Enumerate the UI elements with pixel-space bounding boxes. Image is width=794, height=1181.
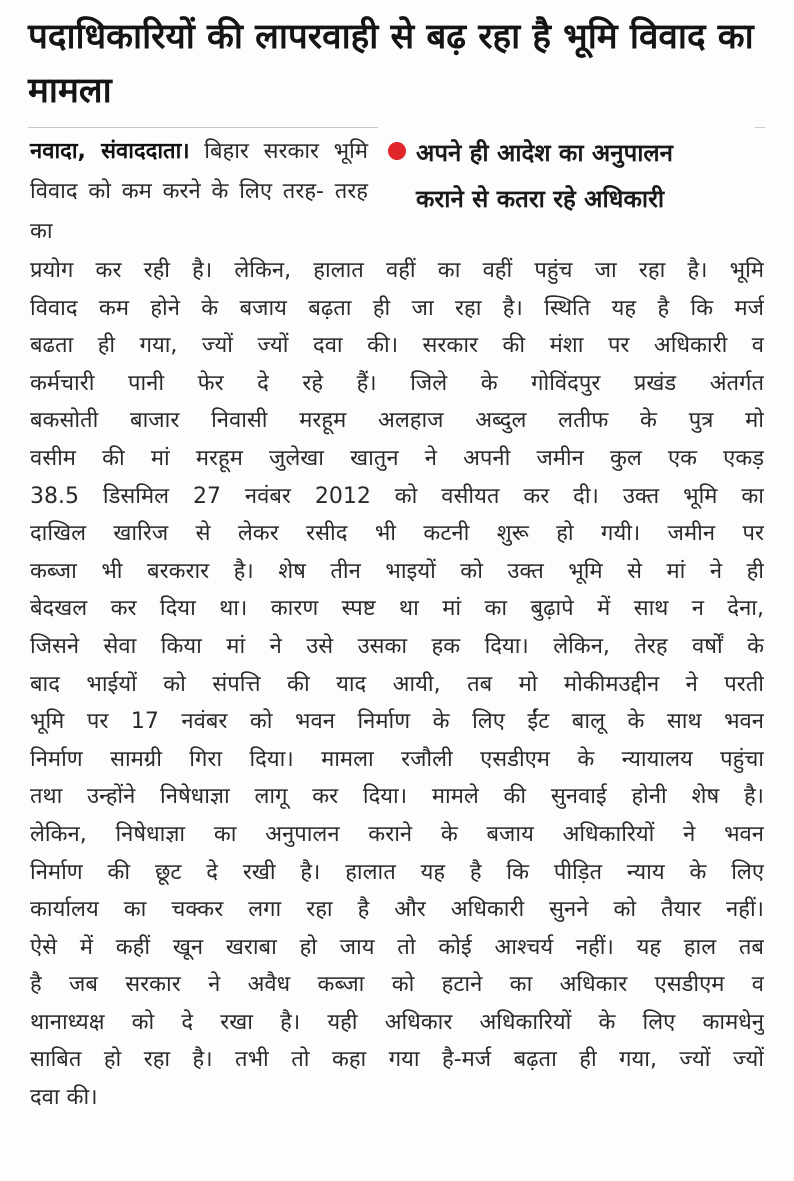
body-line: बकसोती बाजार निवासी मरहूम अलहाज अब्दुल लतीफ के पुत्र मो	[30, 408, 764, 434]
body-line: जिसने सेवा किया मां ने उसे उसका हक दिया। लेकिन, तेरह वर्षों के	[30, 633, 764, 659]
pullquote-line-2: कराने से कतरा रहे अधिकारी	[416, 185, 665, 213]
body-line: ऐसे में कहीं खून खराबा हो जाय तो कोई आश्चर्य नहीं। यह हाल तब	[30, 934, 764, 960]
article-lead	[30, 132, 368, 252]
body-line: कार्यालय का चक्कर लगा रहा है और अधिकारी सुनने को तैयार नहीं।	[30, 897, 764, 923]
body-line: बढता ही गया, ज्यों ज्यों दवा की। सरकार की मंशा पर अधिकारी व	[30, 333, 764, 359]
body-line: दवा की।	[30, 1085, 98, 1111]
body-line: भूमि पर 17 नवंबर को भवन निर्माण के लिए ईंट बालू के साथ भवन	[30, 709, 764, 735]
pullquote	[388, 130, 768, 222]
pullquote-line-1: अपने ही आदेश का अनुपालन	[416, 139, 674, 167]
column-divider-right	[755, 127, 765, 128]
article-headline: पदाधिकारियों की लापरवाही से बढ़ रहा है भूमि विवाद का मामला	[28, 17, 754, 111]
lead-text: बिहार सरकार भूमि विवाद को कम करने के लिए तरह- तरह का	[30, 139, 369, 244]
body-line: बाद भाईयों को संपत्ति की याद आयी, तब मो मोकीमउद्दीन ने परती	[30, 671, 764, 697]
body-line: थानाध्यक्ष को दे रखा है। यही अधिकार अधिकारियों के लिए कामधेनु	[30, 1009, 764, 1035]
column-divider-left	[28, 127, 378, 128]
body-line: निर्माण की छूट दे रखी है। हालात यह है कि पीड़ित न्याय के लिए	[30, 859, 764, 885]
body-line: है जब सरकार ने अवैध कब्जा को हटाने का अधिकार एसडीएम व	[30, 972, 764, 998]
body-line: लेकिन, निषेधाज्ञा का अनुपालन कराने के बजाय अधिकारियों ने भवन	[30, 821, 764, 847]
article-body	[30, 252, 764, 1117]
red-bullet-icon	[388, 142, 406, 160]
body-line: दाखिल खारिज से लेकर रसीद भी कटनी शुरू हो गयी। जमीन पर	[30, 521, 764, 547]
body-line: वसीम की मां मरहूम जुलेखा खातुन ने अपनी जमीन कुल एक एकड़	[30, 445, 764, 471]
body-line: 38.5 डिसमिल 27 नवंबर 2012 को वसीयत कर दी। उक्त भूमि का	[30, 483, 764, 509]
body-line: निर्माण सामग्री गिरा दिया। मामला रजौली एसडीएम के न्यायालय पहुंचा	[30, 746, 764, 772]
body-line: तथा उन्होंने निषेधाज्ञा लागू कर दिया। मामले की सुनवाई होनी शेष है।	[30, 784, 764, 810]
body-line: प्रयोग कर रही है। लेकिन, हालात वहीं का वहीं पहुंच जा रहा है। भूमि	[30, 258, 764, 283]
body-line: विवाद कम होने के बजाय बढ़ता ही जा रहा है। स्थिति यह है कि मर्ज	[30, 295, 764, 321]
body-line: कब्जा भी बरकरार है। शेष तीन भाइयों को उक्त भूमि से मां ने ही	[30, 558, 764, 584]
body-line: साबित हो रहा है। तभी तो कहा गया है-मर्ज बढ़ता ही गया, ज्यों ज्यों	[30, 1047, 764, 1073]
body-line: बेदखल कर दिया था। कारण स्पष्ट था मां का बुढ़ापे में साथ न देना,	[30, 596, 764, 622]
article-dateline: नवादा, संवाददाता।	[30, 139, 190, 164]
body-line: कर्मचारी पानी फेर दे रहे हैं। जिले के गोविंदपुर प्रखंड अंतर्गत	[30, 370, 764, 396]
